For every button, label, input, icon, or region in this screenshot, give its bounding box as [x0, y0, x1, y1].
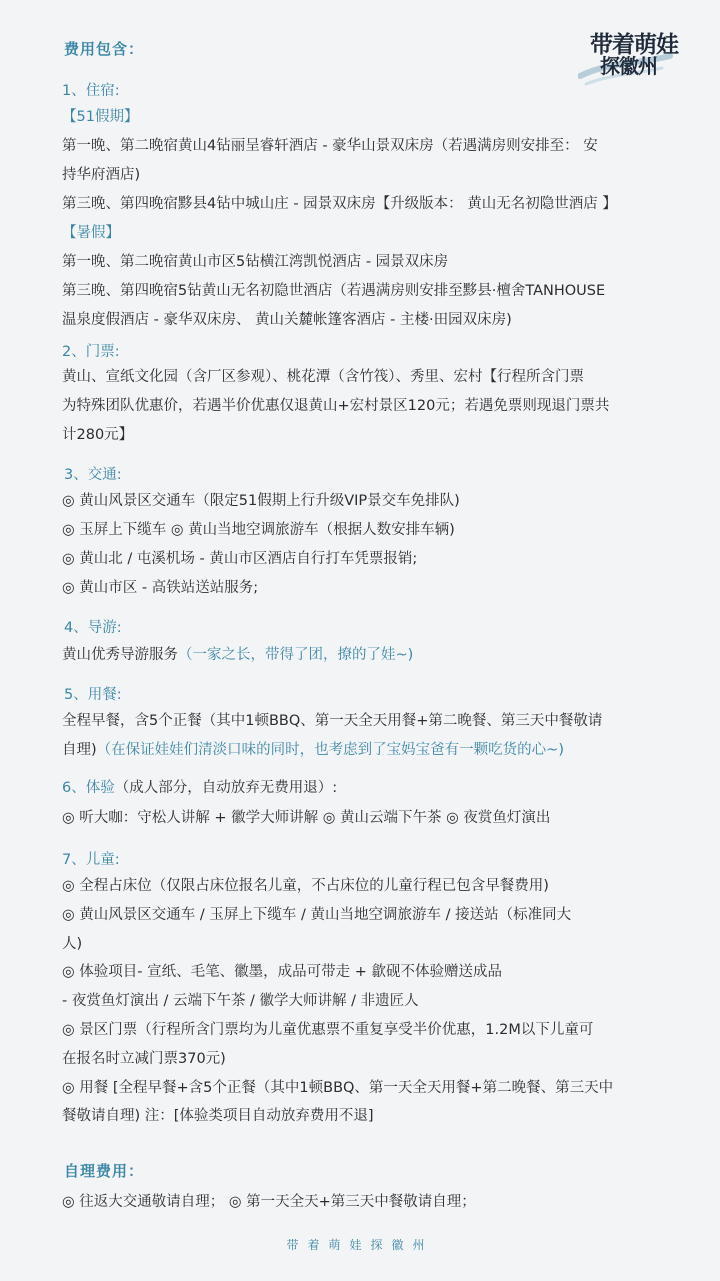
meals-line2	[62, 736, 662, 765]
section-experience-title: 6、体验	[62, 780, 115, 796]
footer-brand-text: 带着萌娃探徽州	[286, 1238, 434, 1252]
summer-holiday-tag: 【暑假】	[62, 225, 120, 241]
children-line4: ◎ 体验项目- 宣纸、毛笔、徽墨，成品可带走 + 歙砚不体验赠送成品	[62, 964, 502, 980]
children-line6: ◎ 景区门票（行程所含门票均为儿童优惠票不重复享受半价优惠，1.2M以下儿童可	[62, 1022, 594, 1038]
section-tickets-title: 2、门票:	[62, 344, 120, 360]
may-hotel-line3: 第三晚、第四晚宿黟县4钻中城山庄 - 园景双床房【升级版本： 黄山无名初隐世酒店 】	[62, 196, 617, 212]
logo-text-line1: 带着萌娃	[590, 31, 678, 58]
transport-line4: ◎ 黄山市区 - 高铁站送站服务;	[62, 580, 259, 596]
summer-hotel-line2: 第三晚、第四晚宿5钻黄山无名初隐世酒店（若遇满房则安排至黟县·檀舍TANHOUSE	[62, 283, 606, 299]
children-line1: ◎ 全程占床位（仅限占床位报名儿童，不占床位的儿童行程已包含早餐费用)	[62, 878, 549, 894]
guide-note: （一家之长，带得了团，撩的了娃~)	[178, 647, 414, 663]
section-guide-title: 4、导游:	[64, 620, 122, 636]
experience-line1: ◎ 听大咖：守松人讲解 + 徽学大师讲解 ◎ 黄山云端下午茶 ◎ 夜赏鱼灯演出	[62, 810, 551, 826]
meals-note: （在保证娃娃们清淡口味的同时，也考虑到了宝妈宝爸有一颗吃货的心~)	[96, 742, 564, 758]
section-accommodation-title: 1、住宿:	[62, 83, 120, 99]
self-pay-heading: 自理费用：	[64, 1162, 145, 1180]
guide-text: 黄山优秀导游服务	[62, 647, 178, 663]
children-line8: ◎ 用餐 [全程早餐+含5个正餐（其中1顿BBQ、第一天全天用餐+第二晚餐、第三天中	[62, 1080, 614, 1096]
transport-line3: ◎ 黄山北 / 屯溪机场 - 黄山市区酒店自行打车凭票报销;	[62, 551, 418, 567]
may-holiday-tag: 【51假期】	[62, 109, 139, 125]
section-children-title: 7、儿童:	[62, 852, 120, 868]
self-pay-line1: ◎ 往返大交通敬请自理； ◎ 第一天全天+第三天中餐敬请自理；	[62, 1194, 476, 1210]
transport-line1: ◎ 黄山风景区交通车（限定51假期上行升级VIP景交车免排队)	[62, 493, 460, 509]
tickets-line3: 计280元】	[62, 427, 134, 443]
summer-hotel-line3: 温泉度假酒店 - 豪华双床房、 黄山关麓帐篷客酒店 - 主楼·田园双床房)	[62, 312, 512, 328]
children-line7: 在报名时立减门票370元)	[62, 1051, 226, 1067]
section-transport-title: 3、交通:	[64, 467, 122, 483]
may-hotel-line2: 持华府酒店)	[62, 167, 141, 183]
children-line9: 餐敬请自理) 注：[体验类项目自动放弃费用不退]	[62, 1108, 374, 1124]
children-line5: - 夜赏鱼灯演出 / 云端下午茶 / 徽学大师讲解 / 非遗匠人	[62, 993, 419, 1009]
children-line3: 人)	[62, 936, 83, 952]
may-hotel-line1: 第一晚、第二晚宿黄山4钻丽呈睿轩酒店 - 豪华山景双床房（若遇满房则安排至： 安	[62, 138, 598, 154]
section-meals-title: 5、用餐:	[64, 687, 122, 703]
experience-title-note: （成人部分，自动放弃无费用退）:	[114, 780, 338, 796]
tickets-line1: 黄山、宣纸文化园（含厂区参观）、桃花潭（含竹筏）、秀里、宏村【行程所含门票	[62, 369, 584, 385]
logo-text-line2: 探徽州	[600, 54, 657, 78]
section-experience-title-line	[62, 774, 662, 803]
brand-logo	[578, 24, 688, 94]
guide-line	[62, 641, 662, 670]
meals-line2-text: 自理)	[62, 742, 97, 758]
children-line2: ◎ 黄山风景区交通车 / 玉屏上下缆车 / 黄山当地空调旅游车 / 接送站（标准同大	[62, 907, 572, 923]
summer-hotel-line1: 第一晚、第二晚宿黄山市区5钻横江湾凯悦酒店 - 园景双床房	[62, 254, 449, 270]
transport-line2: ◎ 玉屏上下缆车 ◎ 黄山当地空调旅游车（根据人数安排车辆)	[62, 522, 455, 538]
fee-include-heading: 费用包含：	[64, 40, 145, 58]
meals-line1: 全程早餐，含5个正餐（其中1顿BBQ、第一天全天用餐+第二晚餐、第三天中餐敬请	[62, 713, 603, 729]
tickets-line2: 为特殊团队优惠价，若遇半价优惠仅退黄山+宏村景区120元；若遇免票则现退门票共	[62, 398, 610, 414]
